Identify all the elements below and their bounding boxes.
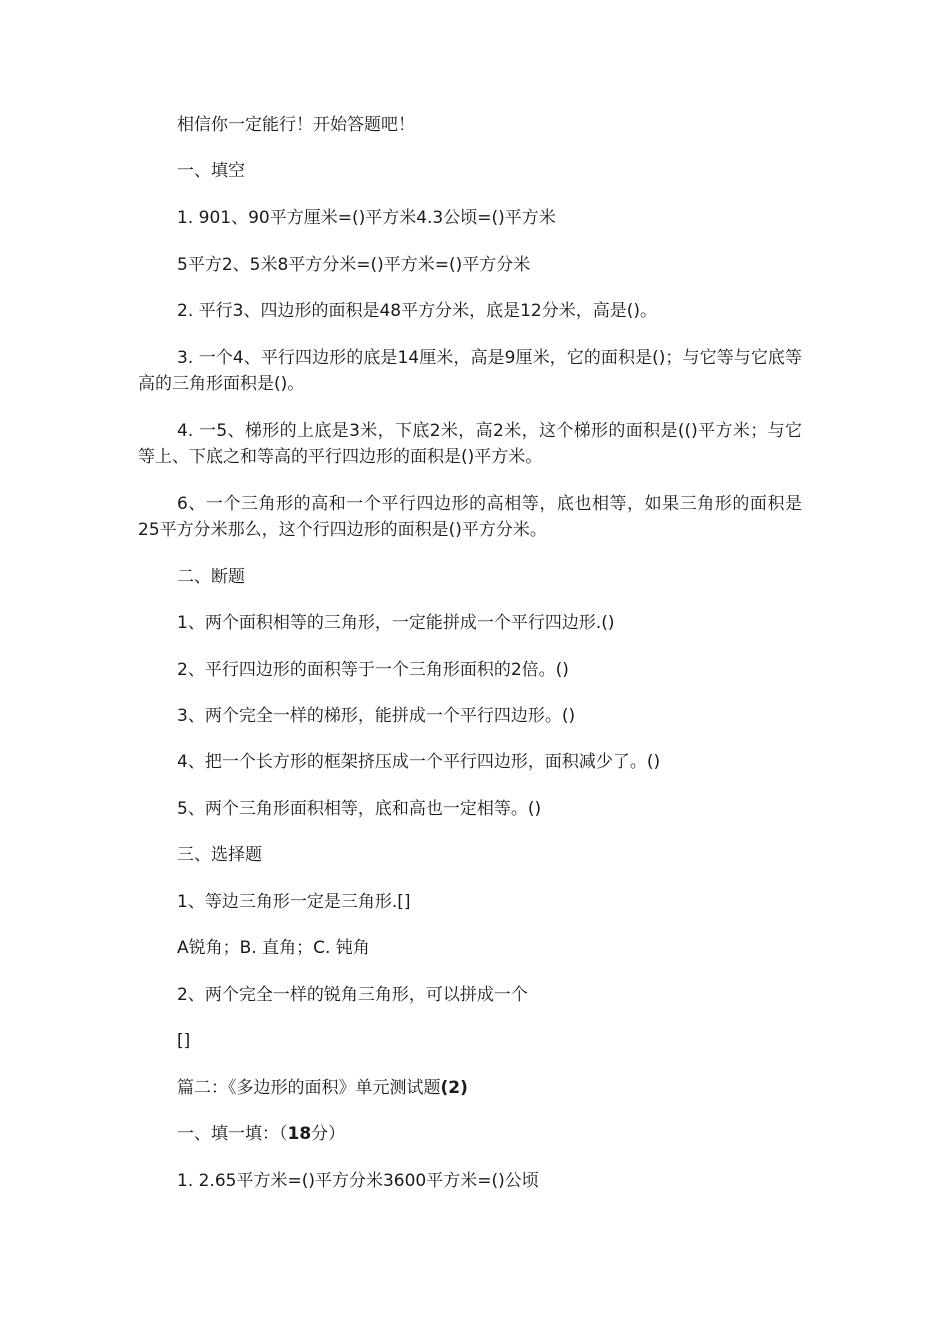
section2-heading: 二、断题 <box>177 567 245 587</box>
section1-question-1b: 5平方2、5米8平方分米=()平方米=()平方分米 <box>177 255 531 275</box>
section2-item-5: 5、两个三角形面积相等，底和高也一定相等。() <box>177 799 542 819</box>
part2-subheading-score: 18 <box>287 1124 312 1144</box>
section3-question-1-options: A锐角；B. 直角；C. 钝角 <box>177 938 370 958</box>
part2-title-text: 篇二：《多边形的面积》单元测试题 <box>177 1078 441 1098</box>
part2-title-suffix: (2) <box>440 1078 468 1098</box>
section1-question-4: 4. 一5、梯形的上底是3米，下底2米，高2米，这个梯形的面积是(()平方米；与它等上、下底之和等高的平行四边形的面积是()平方米。 <box>138 421 802 467</box>
part2-subheading <box>177 1121 345 1147</box>
section1-question-1a: 1. 901、90平方厘米=()平方米4.3公顷=()平方米 <box>177 208 556 228</box>
part2-title <box>177 1075 468 1101</box>
section1-question-3: 3. 一个4、平行四边形的底是14厘米，高是9厘米，它的面积是()；与它等与它底等高的三角形面积是()。 <box>138 348 802 394</box>
part2-question-1: 1. 2.65平方米=()平方分米3600平方米=()公顷 <box>177 1171 539 1191</box>
section1-heading: 一、填空 <box>177 161 245 181</box>
part2-subheading-suffix: 分） <box>311 1124 346 1144</box>
section1-question-2: 2. 平行3、四边形的面积是48平方分米，底是12分米，高是()。 <box>177 301 657 321</box>
section1-question-6: 6、一个三角形的高和一个平行四边形的高相等，底也相等，如果三角形的面积是25平方分米那么，这个行四边形的面积是()平方分米。 <box>138 494 802 540</box>
section2-item-2: 2、平行四边形的面积等于一个三角形面积的2倍。() <box>177 660 569 680</box>
section3-question-2: 2、两个完全一样的锐角三角形，可以拼成一个 <box>177 985 528 1005</box>
part2-subheading-prefix: 一、填一填：（ <box>177 1124 288 1144</box>
section2-item-4: 4、把一个长方形的框架挤压成一个平行四边形，面积减少了。() <box>177 752 661 772</box>
section3-question-2-bracket: [] <box>177 1031 191 1051</box>
section2-item-3: 3、两个完全一样的梯形，能拼成一个平行四边形。() <box>177 706 576 726</box>
section3-heading: 三、选择题 <box>177 845 262 865</box>
section3-question-1: 1、等边三角形一定是三角形.[] <box>177 892 411 912</box>
intro-text: 相信你一定能行！开始答题吧！ <box>177 115 415 135</box>
section2-item-1: 1、两个面积相等的三角形，一定能拼成一个平行四边形.() <box>177 613 615 633</box>
